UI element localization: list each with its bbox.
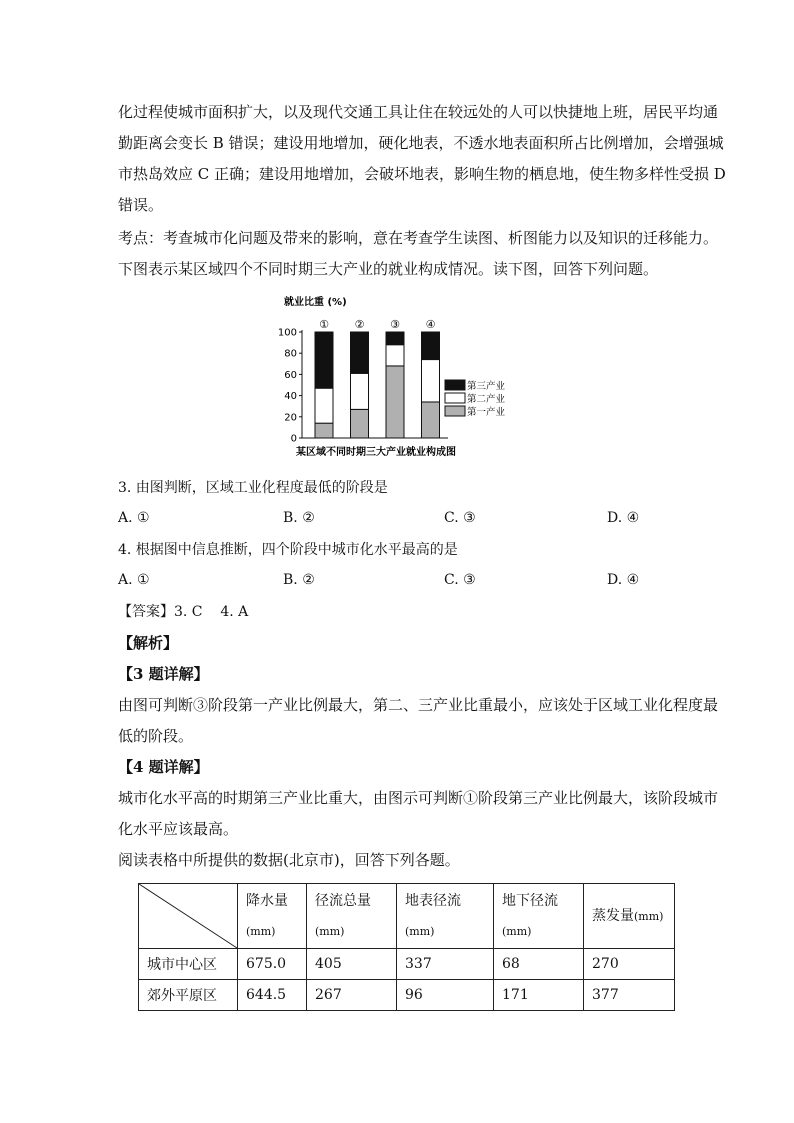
- bar-segment: [386, 366, 404, 438]
- detail-3-heading: 【3 题详解】: [118, 665, 209, 683]
- analysis-heading: 【解析】: [118, 634, 179, 652]
- table-header-row: [139, 884, 675, 949]
- table-cell: 171: [494, 980, 584, 1011]
- question-3-option-a: A. ①: [118, 510, 150, 526]
- question-3-option-d: D. ④: [607, 510, 640, 526]
- y-tick-label: 0: [290, 433, 297, 445]
- bar-segment: [315, 388, 333, 423]
- table-cell: 270: [584, 949, 675, 980]
- row-label-cell: 郊外平原区: [139, 980, 238, 1011]
- table-cell: 68: [494, 949, 584, 980]
- table-row: [139, 980, 675, 1011]
- header-cell: 蒸发量(mm): [584, 884, 675, 949]
- header-cell: 径流总量 (mm): [307, 884, 397, 949]
- exam-point-line: 考点：考查城市化问题及带来的影响，意在考查学生读图、析图能力以及知识的迁移能力。: [118, 229, 719, 247]
- detail-4-line: 城市化水平高的时期第三产业比重大，由图示可判断①阶段第三产业比例最大，该阶段城市: [118, 789, 719, 807]
- y-tick-label: 80: [284, 348, 297, 360]
- row-label-cell: 城市中心区: [139, 949, 238, 980]
- detail-4-heading: 【4 题详解】: [118, 758, 209, 776]
- table-cell: 377: [584, 980, 675, 1011]
- legend-label: 第二产业: [467, 394, 506, 405]
- header-cell: 地下径流 (mm): [494, 884, 584, 949]
- question-4-stem: 4. 根据图中信息推断，四个阶段中城市化水平最高的是: [118, 542, 458, 558]
- bar-segment: [351, 409, 369, 438]
- question-4-option-a: A. ①: [118, 572, 150, 588]
- table-cell: 675.0: [238, 949, 307, 980]
- bar-segment: [422, 360, 440, 402]
- question-3-option-c: C. ③: [444, 510, 476, 526]
- question-4-option-b: B. ②: [283, 572, 315, 588]
- employment-structure-chart: [277, 292, 540, 462]
- paragraph-line: 勤距离会变长 B 错误；建设用地增加，硬化地表，不透水地表面积所占比例增加，会增强城: [118, 134, 724, 152]
- bar-segment: [315, 423, 333, 438]
- table-intro-line: 阅读表格中所提供的数据(北京市)，回答下列各题。: [118, 851, 460, 869]
- header-cell: 地表径流 (mm): [397, 884, 494, 949]
- question-4-option-d: D. ④: [607, 572, 640, 588]
- bar-segment: [351, 332, 369, 373]
- bar-segment: [422, 332, 440, 360]
- chart-title: 某区域不同时期三大产业就业构成图: [296, 447, 456, 458]
- table-cell: 267: [307, 980, 397, 1011]
- table-cell: 644.5: [238, 980, 307, 1011]
- y-tick-label: 20: [284, 412, 297, 424]
- category-label: ①: [319, 318, 329, 331]
- detail-3-line: 由图可判断③阶段第一产业比例最大，第二、三产业比重最小，应该处于区域工业化程度最: [118, 696, 719, 714]
- answer-line: 【答案】3. C 4. A: [118, 604, 249, 620]
- legend-swatch: [445, 380, 465, 390]
- bar-segment: [422, 402, 440, 438]
- diagonal-line: [139, 884, 237, 948]
- paragraph-line: 市热岛效应 C 正确；建设用地增加，会破坏地表，影响生物的栖息地，使生物多样性受损 D: [118, 165, 726, 183]
- legend-swatch: [445, 393, 465, 403]
- header-cell: 降水量 (mm): [238, 884, 307, 949]
- question-3-stem: 3. 由图判断，区域工业化程度最低的阶段是: [118, 480, 388, 496]
- table-cell: 405: [307, 949, 397, 980]
- bar-segment: [386, 332, 404, 345]
- detail-3-line: 低的阶段。: [118, 727, 194, 745]
- y-tick-label: 100: [277, 327, 297, 339]
- legend-swatch: [445, 406, 465, 416]
- legend-label: 第一产业: [467, 407, 506, 418]
- table-row: [139, 949, 675, 980]
- chart-ylabel: 就业比重 (%): [284, 297, 347, 308]
- table-cell: 96: [397, 980, 494, 1011]
- category-label: ②: [354, 318, 365, 331]
- category-label: ④: [425, 318, 436, 331]
- diagonal-header-cell: [139, 884, 238, 949]
- bar-segment: [386, 345, 404, 366]
- detail-4-line: 化水平应该最高。: [118, 820, 239, 838]
- bar-segment: [315, 332, 333, 388]
- question-3-option-b: B. ②: [283, 510, 315, 526]
- table-cell: 337: [397, 949, 494, 980]
- y-tick-label: 40: [284, 391, 297, 403]
- bar-segment: [351, 373, 369, 409]
- hydrology-table: [138, 883, 675, 1011]
- question-4-option-c: C. ③: [444, 572, 476, 588]
- y-tick-label: 60: [284, 369, 297, 381]
- legend-label: 第三产业: [467, 381, 506, 392]
- category-label: ③: [390, 318, 400, 331]
- paragraph-line: 错误。: [118, 196, 164, 214]
- chart-intro-line: 下图表示某区域四个不同时期三大产业的就业构成情况。读下图，回答下列问题。: [118, 260, 659, 278]
- paragraph-line: 化过程使城市面积扩大，以及现代交通工具让住在较远处的人可以快捷地上班，居民平均通: [118, 103, 719, 121]
